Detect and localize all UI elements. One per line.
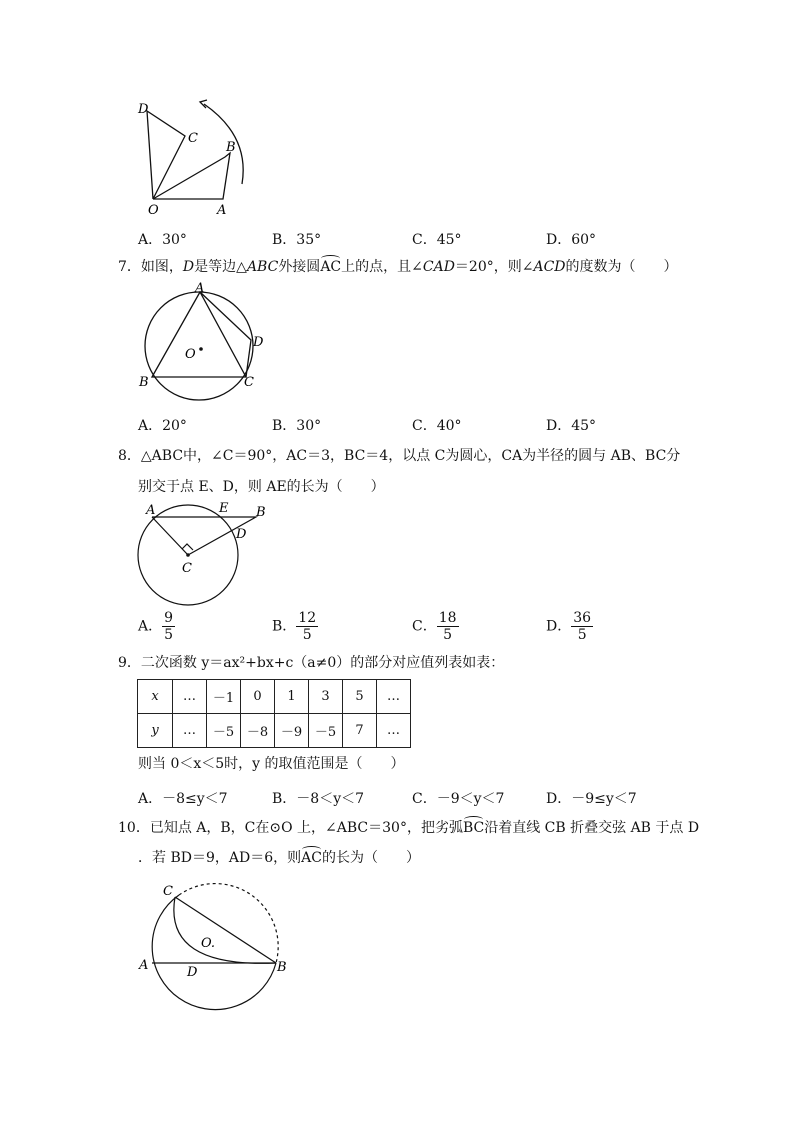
q8-label-c: C [182,561,192,576]
q10-question-line1: 10．已知点 A，B，C在⊙O 上，∠ABC＝30°，把劣弧BC沿着直线 CB 折叠交弦 AB 于点 D [118,820,700,836]
q8-option-b[interactable]: B． $\frac{12}{5}$ [272,610,317,643]
q9-value-table [137,679,411,748]
q8-question-line2: 别交于点 E、D，则 AE的长为（ ） [138,479,385,495]
table-cell: x [138,680,173,714]
q9-option-c[interactable]: C．－9＜y＜7 [412,791,505,807]
table-cell: 7 [343,714,377,748]
q6-option-d[interactable]: D．60° [546,232,597,248]
q10-label-d: D [187,965,198,980]
q8-label-d: D [236,527,247,542]
table-cell: －5 [207,714,241,748]
q6-label-d: D [138,102,149,117]
q10-figure [135,878,295,1010]
q7-label-d: D [253,335,264,350]
q10-label-o: O. [201,936,216,951]
q10-label-c: C [163,884,173,899]
q7-arc-ac: AC [320,259,342,275]
table-cell: －8 [241,714,275,748]
q6-triangle-ocd [147,111,185,199]
q8-question-line1: 8．△ABC中，∠C＝90°，AC＝3，BC＝4，以点 C为圆心，CA为半径的圆与 AB、BC分 [118,448,681,464]
q7-chords-adc [200,292,251,377]
q6-option-c[interactable]: C．45° [412,232,462,248]
q7-label-b: B [139,375,149,390]
q8-label-b: B [256,505,266,520]
q10-circle-solid [152,895,276,1010]
q7-option-d[interactable]: D．45° [546,418,597,434]
table-cell: 0 [241,680,275,714]
table-row [138,714,411,748]
q8-label-e: E [219,501,229,516]
table-cell: … [377,714,411,748]
q7-figure [134,280,274,392]
q8-right-angle-mark [182,544,193,550]
q8-option-a[interactable]: A． $\frac{9}{5}$ [138,610,174,643]
q6-figure [130,96,260,218]
q9-option-d[interactable]: D．－9≤y＜7 [546,791,637,807]
q10-chord-cb [175,897,276,963]
table-cell: … [377,680,411,714]
table-row [138,680,411,714]
table-cell: y [138,714,173,748]
q10-circle-dashed [179,884,278,963]
q10-label-b: B [277,960,287,975]
q8-option-c[interactable]: C． $\frac{18}{5}$ [412,610,457,643]
q7-option-c[interactable]: C．40° [412,418,462,434]
q8-center-dot [186,553,190,557]
q7-triangle-abc [152,292,246,377]
q6-label-b: B [226,140,236,155]
q6-label-c: C [188,131,198,146]
q9-question-line2: 则当 0＜x＜5时，y 的取值范围是（ ） [138,756,405,772]
table-cell: … [173,680,207,714]
q10-question-line2: ．若 BD＝9，AD＝6，则AC的长为（ ） [138,850,420,866]
q6-option-b[interactable]: B．35° [272,232,322,248]
q6-rotation-arc [204,104,243,184]
table-cell: … [173,714,207,748]
q9-option-b[interactable]: B．－8＜y＜7 [272,791,365,807]
q6-option-a[interactable]: A．30° [138,232,187,248]
q7-option-a[interactable]: A．20° [138,418,187,434]
q10-arc-bc: BC [462,820,485,836]
q6-arrowhead [200,100,207,108]
q7-circle [145,292,253,400]
q7-label-c: C [244,375,254,390]
q9-option-a[interactable]: A．－8≤y＜7 [138,791,228,807]
q9-question-line1: 9．二次函数 y＝ax²+bx+c（a≠0）的部分对应值列表如表： [118,655,505,671]
q7-option-b[interactable]: B．30° [272,418,322,434]
q10-arc-ac: AC [301,850,322,866]
q7-label-o: O [185,347,196,362]
q7-question: 7．如图，D是等边△ABC外接圆AC上的点，且∠CAD＝20°，则∠ACD的度数为（ ） [118,259,678,275]
q7-center-dot [199,347,203,351]
q7-label-a: A [195,281,205,296]
q6-label-a: A [217,203,227,218]
q6-label-o: O [148,203,159,218]
table-cell: －1 [207,680,241,714]
table-cell: 1 [275,680,309,714]
table-cell: －9 [275,714,309,748]
q10-label-a: A [139,958,149,973]
q8-label-a: A [146,503,156,518]
q8-figure [138,500,278,610]
q8-option-d[interactable]: D． $\frac{36}{5}$ [546,610,592,643]
table-cell: 5 [343,680,377,714]
table-cell: －5 [309,714,343,748]
table-cell: 3 [309,680,343,714]
